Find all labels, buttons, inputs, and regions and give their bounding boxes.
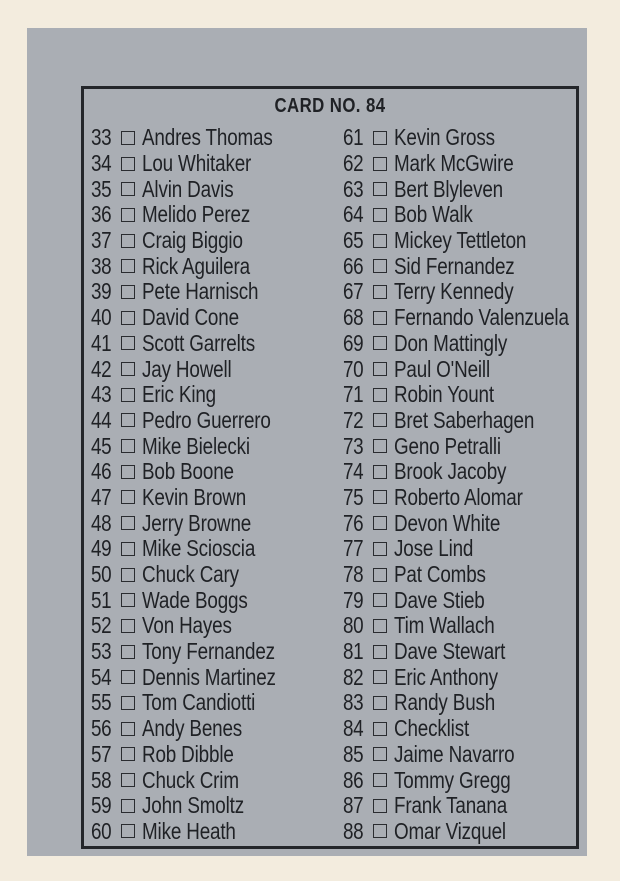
player-name: Mike Bielecki [142,432,250,459]
checkbox-square-icon [121,747,135,761]
checkbox-square-icon [373,516,387,530]
checklist-entry [343,613,607,639]
player-name: Tony Fernandez [142,638,275,665]
card-number: 57 [91,740,112,767]
checklist-entry [343,151,607,177]
checklist-entry [343,690,607,716]
card-number: 56 [91,715,112,742]
card-number: 79 [343,586,364,613]
checklist-entry [343,485,607,511]
checklist-entry [91,202,305,228]
checkbox-square-icon [121,696,135,710]
checkbox-square-icon [121,465,135,479]
checklist-entry [91,408,305,434]
player-name: Roberto Alomar [394,483,523,510]
checklist-entry [343,639,607,665]
player-name: Terry Kennedy [394,278,514,305]
player-name: Bert Blyleven [394,175,503,202]
checklist-entry [91,587,305,613]
card-title: CARD NO. 84 [274,95,386,117]
checklist-entry [91,613,305,639]
player-name: Jerry Browne [142,509,252,536]
checklist-entry [343,510,607,536]
checklist-entry [343,279,607,305]
checkbox-square-icon [121,516,135,530]
card-number: 74 [343,458,364,485]
checkbox-square-icon [373,157,387,171]
card-number: 65 [343,227,364,254]
checklist-entry [343,125,607,151]
checklist-entry [343,408,607,434]
checkbox-square-icon [373,799,387,813]
card-number: 80 [343,612,364,639]
player-name: Bob Walk [394,201,473,228]
checkbox-square-icon [121,285,135,299]
checkbox-square-icon [373,131,387,145]
checkbox-square-icon [121,824,135,838]
checkbox-square-icon [121,439,135,453]
checkbox-square-icon [121,131,135,145]
checkbox-square-icon [373,645,387,659]
checklist-entry [91,819,305,845]
checklist-entry [343,742,607,768]
card-number: 36 [91,201,112,228]
checkbox-square-icon [121,799,135,813]
card-number: 78 [343,561,364,588]
card-number: 66 [343,252,364,279]
card-number: 59 [91,792,112,819]
checklist-entry [91,176,305,202]
card-number: 42 [91,355,112,382]
card-number: 41 [91,329,112,356]
player-name: Eric Anthony [394,663,498,690]
card-number: 63 [343,175,364,202]
player-name: Chuck Cary [142,561,239,588]
checklist-entry [343,356,607,382]
player-name: Von Hayes [142,612,232,639]
card-number: 72 [343,406,364,433]
card-number: 49 [91,535,112,562]
checklist-entry [343,716,607,742]
player-name: Mike Heath [142,817,236,844]
player-name: Sid Fernandez [394,252,515,279]
checklist-entry [343,228,607,254]
checkbox-square-icon [373,773,387,787]
card-number: 38 [91,252,112,279]
player-name: Jay Howell [142,355,232,382]
player-name: Fernando Valenzuela [394,304,569,331]
checkbox-square-icon [373,722,387,736]
card-border-frame [81,86,579,849]
checklist-entry [343,331,607,357]
player-name: Randy Bush [394,689,496,716]
checklist-entry [91,690,305,716]
checklist-entry [343,767,607,793]
checkbox-square-icon [121,336,135,350]
player-name: Andres Thomas [142,124,273,151]
right-checklist-column [343,125,607,844]
checklist-entry [343,819,607,845]
checklist-entry [343,793,607,819]
checkbox-square-icon [373,568,387,582]
checklist-entry [91,510,305,536]
checkbox-square-icon [121,413,135,427]
checklist-entry [91,356,305,382]
checkbox-square-icon [121,670,135,684]
player-name: Chuck Crim [142,766,239,793]
player-name: Checklist [394,715,470,742]
player-name: Tom Candiotti [142,689,256,716]
card-number: 88 [343,817,364,844]
checkbox-square-icon [121,619,135,633]
card-number: 60 [91,817,112,844]
card-number: 87 [343,792,364,819]
checklist-card [27,28,587,856]
checklist-entry [91,767,305,793]
checkbox-square-icon [373,259,387,273]
card-number: 82 [343,663,364,690]
card-number: 55 [91,689,112,716]
checklist-entry [343,202,607,228]
checklist-entry [343,562,607,588]
card-number: 43 [91,381,112,408]
card-number: 53 [91,638,112,665]
checklist-entry [91,562,305,588]
player-name: Rob Dibble [142,740,234,767]
card-number: 52 [91,612,112,639]
card-number: 84 [343,715,364,742]
checklist-entry [91,433,305,459]
checklist-entry [343,433,607,459]
checkbox-square-icon [373,182,387,196]
checklist-entry [91,664,305,690]
checkbox-square-icon [121,388,135,402]
checkbox-square-icon [373,362,387,376]
card-number: 83 [343,689,364,716]
card-number: 58 [91,766,112,793]
card-number: 46 [91,458,112,485]
checkbox-square-icon [121,157,135,171]
checklist-entry [91,742,305,768]
card-number: 64 [343,201,364,228]
checkbox-square-icon [373,311,387,325]
left-checklist-column [91,125,305,844]
player-name: Melido Perez [142,201,251,228]
player-name: Kevin Gross [394,124,495,151]
checklist-entry [343,176,607,202]
player-name: Frank Tanana [394,792,508,819]
player-name: Wade Boggs [142,586,248,613]
checklist-entry [343,253,607,279]
card-number: 71 [343,381,364,408]
card-number: 40 [91,304,112,331]
player-name: Mike Scioscia [142,535,256,562]
player-name: Craig Biggio [142,227,243,254]
checkbox-square-icon [373,824,387,838]
player-name: Robin Yount [394,381,494,408]
checklist-entry [343,587,607,613]
player-name: Andy Benes [142,715,243,742]
card-number: 54 [91,663,112,690]
player-name: Pat Combs [394,561,486,588]
player-name: Jaime Navarro [394,740,515,767]
player-name: Don Mattingly [394,329,508,356]
player-name: Bob Boone [142,458,234,485]
card-number: 67 [343,278,364,305]
checkbox-square-icon [373,542,387,556]
card-number: 85 [343,740,364,767]
player-name: Rick Aguilera [142,252,250,279]
checkbox-square-icon [121,722,135,736]
card-number: 70 [343,355,364,382]
player-name: Dave Stewart [394,638,506,665]
player-name: Mickey Tettleton [394,227,527,254]
checklist-entry [91,536,305,562]
card-number: 75 [343,483,364,510]
player-name: Tim Wallach [394,612,495,639]
checklist-entry [343,305,607,331]
checkbox-square-icon [373,388,387,402]
checkbox-square-icon [373,234,387,248]
checkbox-square-icon [373,670,387,684]
checkbox-square-icon [121,645,135,659]
checklist-entry [343,664,607,690]
card-number: 48 [91,509,112,536]
checkbox-square-icon [373,490,387,504]
checkbox-square-icon [373,593,387,607]
checkbox-square-icon [121,362,135,376]
checkbox-square-icon [373,465,387,479]
card-number: 47 [91,483,112,510]
card-number: 39 [91,278,112,305]
card-number: 76 [343,509,364,536]
card-number: 61 [343,124,364,151]
player-name: Brook Jacoby [394,458,507,485]
card-number: 37 [91,227,112,254]
player-name: David Cone [142,304,239,331]
player-name: Scott Garrelts [142,329,255,356]
checklist-entry [91,228,305,254]
player-name: Alvin Davis [142,175,234,202]
checkbox-square-icon [121,208,135,222]
player-name: Omar Vizquel [394,817,506,844]
player-name: Eric King [142,381,216,408]
checkbox-square-icon [373,285,387,299]
checkbox-square-icon [121,773,135,787]
checkbox-square-icon [373,413,387,427]
checkbox-square-icon [373,696,387,710]
checklist-entry [343,459,607,485]
checkbox-square-icon [121,490,135,504]
checkbox-square-icon [373,619,387,633]
card-number: 81 [343,638,364,665]
checklist-entry [91,382,305,408]
card-number: 73 [343,432,364,459]
checklist-entry [91,331,305,357]
checklist-entry [91,459,305,485]
checkbox-square-icon [373,336,387,350]
checklist-entry [91,485,305,511]
card-number: 77 [343,535,364,562]
checkbox-square-icon [121,568,135,582]
checklist-entry [91,253,305,279]
checklist-entry [91,305,305,331]
checkbox-square-icon [373,208,387,222]
player-name: Dave Stieb [394,586,485,613]
player-name: Jose Lind [394,535,474,562]
player-name: Geno Petralli [394,432,501,459]
checklist-entry [91,125,305,151]
checkbox-square-icon [121,593,135,607]
card-number: 62 [343,150,364,177]
player-name: Pete Harnisch [142,278,259,305]
player-name: Kevin Brown [142,483,247,510]
player-name: Mark McGwire [394,150,514,177]
player-name: Pedro Guerrero [142,406,271,433]
checklist-entry [91,639,305,665]
card-number: 68 [343,304,364,331]
checkbox-square-icon [121,311,135,325]
checkbox-square-icon [373,439,387,453]
checklist-entry [343,536,607,562]
checkbox-square-icon [373,747,387,761]
card-number: 44 [91,406,112,433]
player-name: John Smoltz [142,792,244,819]
player-name: Devon White [394,509,501,536]
checklist-entry [91,716,305,742]
card-number: 34 [91,150,112,177]
card-number: 50 [91,561,112,588]
checklist-entry [91,151,305,177]
player-name: Lou Whitaker [142,150,252,177]
checkbox-square-icon [121,182,135,196]
card-number: 86 [343,766,364,793]
card-number: 51 [91,586,112,613]
card-number: 69 [343,329,364,356]
checklist-entry [343,382,607,408]
checklist-entry [91,279,305,305]
card-number: 33 [91,124,112,151]
player-name: Dennis Martinez [142,663,276,690]
checkbox-square-icon [121,234,135,248]
player-name: Tommy Gregg [394,766,511,793]
player-name: Paul O'Neill [394,355,490,382]
checklist-entry [91,793,305,819]
card-number: 35 [91,175,112,202]
player-name: Bret Saberhagen [394,406,535,433]
checkbox-square-icon [121,259,135,273]
card-number: 45 [91,432,112,459]
checkbox-square-icon [121,542,135,556]
